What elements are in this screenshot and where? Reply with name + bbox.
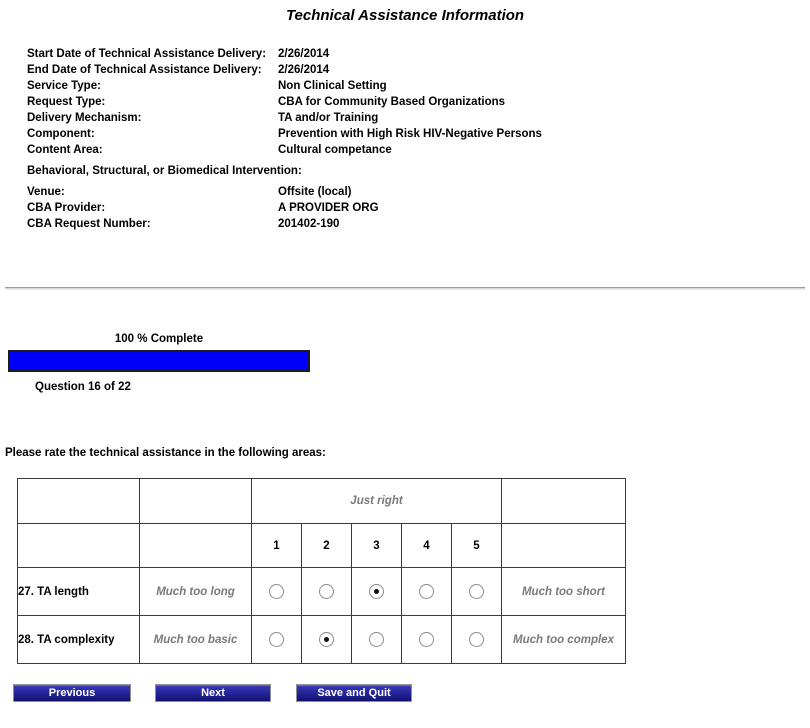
radio-q28-opt3[interactable] bbox=[369, 632, 384, 647]
page-title: Technical Assistance Information bbox=[285, 7, 525, 24]
progress-percent-label: 100 % Complete bbox=[114, 333, 204, 345]
radio-cell-q28-2[interactable] bbox=[302, 616, 352, 664]
radio-cell-q27-2[interactable] bbox=[302, 568, 352, 616]
field-value: TA and/or Training bbox=[278, 112, 379, 124]
field-label: Delivery Mechanism: bbox=[27, 112, 142, 124]
info-row bbox=[0, 163, 810, 179]
radio-cell-q28-5[interactable] bbox=[452, 616, 502, 664]
scale-number-3: 3 bbox=[352, 524, 402, 568]
radio-cell-q27-1[interactable] bbox=[252, 568, 302, 616]
scale-number-1: 1 bbox=[252, 524, 302, 568]
horizontal-divider bbox=[5, 287, 805, 290]
right-anchor-label: Much too complex bbox=[502, 616, 626, 664]
row-label: 27. TA length bbox=[18, 568, 140, 616]
field-value: Non Clinical Setting bbox=[278, 80, 387, 92]
save-and-quit-button[interactable]: Save and Quit bbox=[296, 684, 412, 702]
radio-cell-q27-5[interactable] bbox=[452, 568, 502, 616]
field-value: 2/26/2014 bbox=[278, 64, 330, 76]
info-row bbox=[0, 78, 810, 94]
info-row bbox=[0, 46, 810, 62]
field-label: Request Type: bbox=[27, 96, 106, 108]
info-row bbox=[0, 142, 810, 158]
field-value: 2/26/2014 bbox=[278, 48, 330, 60]
empty-cell bbox=[502, 479, 626, 524]
rating-row-ta-length bbox=[18, 568, 626, 616]
rating-table bbox=[17, 478, 626, 664]
empty-cell bbox=[18, 479, 140, 524]
field-value: Offsite (local) bbox=[278, 186, 352, 198]
question-counter: Question 16 of 22 bbox=[35, 381, 131, 393]
info-row bbox=[0, 200, 810, 216]
radio-cell-q27-4[interactable] bbox=[402, 568, 452, 616]
right-anchor-label: Much too short bbox=[502, 568, 626, 616]
radio-q28-opt1[interactable] bbox=[269, 632, 284, 647]
field-value: 201402-190 bbox=[278, 218, 340, 230]
radio-q28-opt5[interactable] bbox=[469, 632, 484, 647]
radio-q28-opt4[interactable] bbox=[419, 632, 434, 647]
scale-number-4: 4 bbox=[402, 524, 452, 568]
radio-q27-opt4[interactable] bbox=[419, 584, 434, 599]
info-row bbox=[0, 110, 810, 126]
scale-numbers-row bbox=[18, 524, 626, 568]
field-label: Component: bbox=[27, 128, 95, 140]
radio-q28-opt2[interactable] bbox=[319, 632, 334, 647]
field-label: CBA Provider: bbox=[27, 202, 106, 214]
info-row bbox=[0, 216, 810, 232]
radio-q27-opt1[interactable] bbox=[269, 584, 284, 599]
field-label: Venue: bbox=[27, 186, 65, 198]
scale-midpoint-label: Just right bbox=[252, 479, 502, 524]
empty-cell bbox=[140, 479, 252, 524]
info-section bbox=[0, 46, 810, 232]
progress-fill bbox=[10, 352, 308, 370]
empty-cell bbox=[140, 524, 252, 568]
field-label: CBA Request Number: bbox=[27, 218, 151, 230]
row-label: 28. TA complexity bbox=[18, 616, 140, 664]
scale-number-2: 2 bbox=[302, 524, 352, 568]
field-value: A PROVIDER ORG bbox=[278, 202, 379, 214]
field-value: Prevention with High Risk HIV-Negative Persons bbox=[278, 128, 542, 140]
left-anchor-label: Much too long bbox=[140, 568, 252, 616]
field-label: End Date of Technical Assistance Delivery: bbox=[27, 64, 262, 76]
field-label: Start Date of Technical Assistance Delivery: bbox=[27, 48, 267, 60]
radio-cell-q28-1[interactable] bbox=[252, 616, 302, 664]
info-row bbox=[0, 62, 810, 78]
rating-row-ta-complexity bbox=[18, 616, 626, 664]
radio-cell-q28-3[interactable] bbox=[352, 616, 402, 664]
info-row bbox=[0, 126, 810, 142]
empty-cell bbox=[18, 524, 140, 568]
radio-q27-opt3[interactable] bbox=[369, 584, 384, 599]
rating-prompt: Please rate the technical assistance in the following areas: bbox=[5, 447, 326, 459]
radio-q27-opt2[interactable] bbox=[319, 584, 334, 599]
empty-cell bbox=[502, 524, 626, 568]
table-header-row bbox=[18, 479, 626, 524]
field-label: Content Area: bbox=[27, 144, 103, 156]
next-button[interactable]: Next bbox=[155, 684, 271, 702]
progress-bar bbox=[8, 350, 310, 372]
left-anchor-label: Much too basic bbox=[140, 616, 252, 664]
info-row bbox=[0, 94, 810, 110]
radio-cell-q27-3[interactable] bbox=[352, 568, 402, 616]
previous-button[interactable]: Previous bbox=[13, 684, 131, 702]
field-label: Behavioral, Structural, or Biomedical Intervention: bbox=[27, 165, 302, 177]
field-value: Cultural competance bbox=[278, 144, 392, 156]
scale-number-5: 5 bbox=[452, 524, 502, 568]
radio-cell-q28-4[interactable] bbox=[402, 616, 452, 664]
info-row bbox=[0, 184, 810, 200]
field-label: Service Type: bbox=[27, 80, 101, 92]
radio-q27-opt5[interactable] bbox=[469, 584, 484, 599]
field-value: CBA for Community Based Organizations bbox=[278, 96, 506, 108]
